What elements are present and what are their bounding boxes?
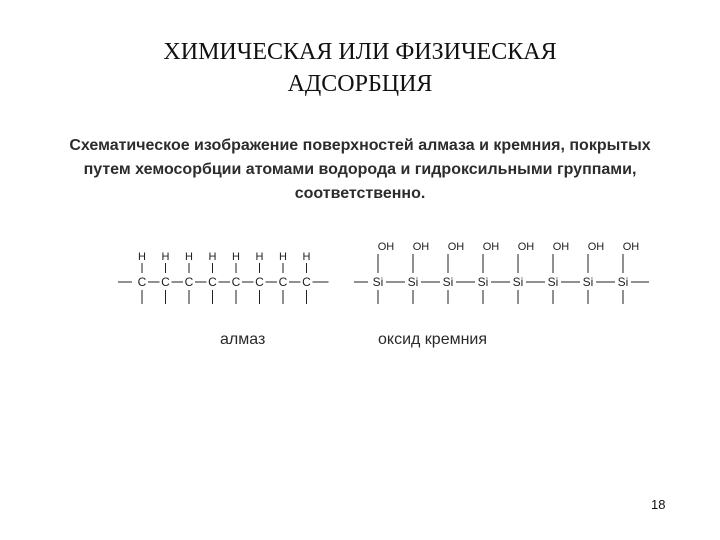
page-number: 18 xyxy=(651,497,666,512)
slide-title-line-1: ХИМИЧЕСКАЯ ИЛИ ФИЗИЧЕСКАЯ xyxy=(163,39,557,65)
hydrogen-atom: H xyxy=(255,251,264,263)
figure-caption xyxy=(12,134,708,206)
caption-line-1: Схематическое изображение поверхностей алмаза и кремния, покрытых xyxy=(69,137,651,154)
silicon-atom: Si xyxy=(442,275,454,289)
hydrogen-atom: H xyxy=(232,251,240,263)
carbon-atom: C xyxy=(184,275,194,289)
slide-title-line-2: АДСОРБЦИЯ xyxy=(287,71,433,97)
hydrogen-atom: H xyxy=(208,251,217,263)
carbon-atom: C xyxy=(302,275,311,289)
silicon-atom: Si xyxy=(372,275,384,289)
hydroxyl-group: OH xyxy=(552,241,570,253)
slide-title xyxy=(40,36,680,100)
carbon-atom: C xyxy=(278,275,288,289)
hydroxyl-group: OH xyxy=(447,241,465,253)
surface-structure-diagram xyxy=(100,236,660,316)
hydrogen-atom: H xyxy=(185,251,193,263)
silica-surface-structure xyxy=(354,241,649,304)
silicon-atom: Si xyxy=(407,275,419,289)
silica-label: оксид кремния xyxy=(378,331,488,348)
silicon-atom: Si xyxy=(582,275,594,289)
silicon-atom: Si xyxy=(512,275,524,289)
carbon-atom: C xyxy=(255,275,264,289)
hydrogen-atom: H xyxy=(279,251,287,263)
caption-line-3: соответственно. xyxy=(294,185,426,202)
diamond-surface-structure xyxy=(118,251,329,304)
carbon-atom: C xyxy=(137,275,147,289)
hydroxyl-group: OH xyxy=(377,241,395,253)
hydroxyl-group: OH xyxy=(622,241,640,253)
carbon-atom: C xyxy=(208,275,217,289)
silicon-atom: Si xyxy=(617,275,629,289)
carbon-atom: C xyxy=(161,275,170,289)
silicon-atom: Si xyxy=(477,275,489,289)
hydroxyl-group: OH xyxy=(482,241,500,253)
hydroxyl-group: OH xyxy=(587,241,605,253)
diamond-label: алмаз xyxy=(220,331,266,348)
hydroxyl-group: OH xyxy=(412,241,430,253)
silicon-atom: Si xyxy=(547,275,559,289)
hydrogen-atom: H xyxy=(302,251,311,263)
carbon-atom: C xyxy=(231,275,241,289)
hydroxyl-group: OH xyxy=(517,241,535,253)
caption-line-2: путем хемосорбции атомами водорода и гидроксильными группами, xyxy=(83,161,637,178)
hydrogen-atom: H xyxy=(138,251,146,263)
hydrogen-atom: H xyxy=(161,251,170,263)
